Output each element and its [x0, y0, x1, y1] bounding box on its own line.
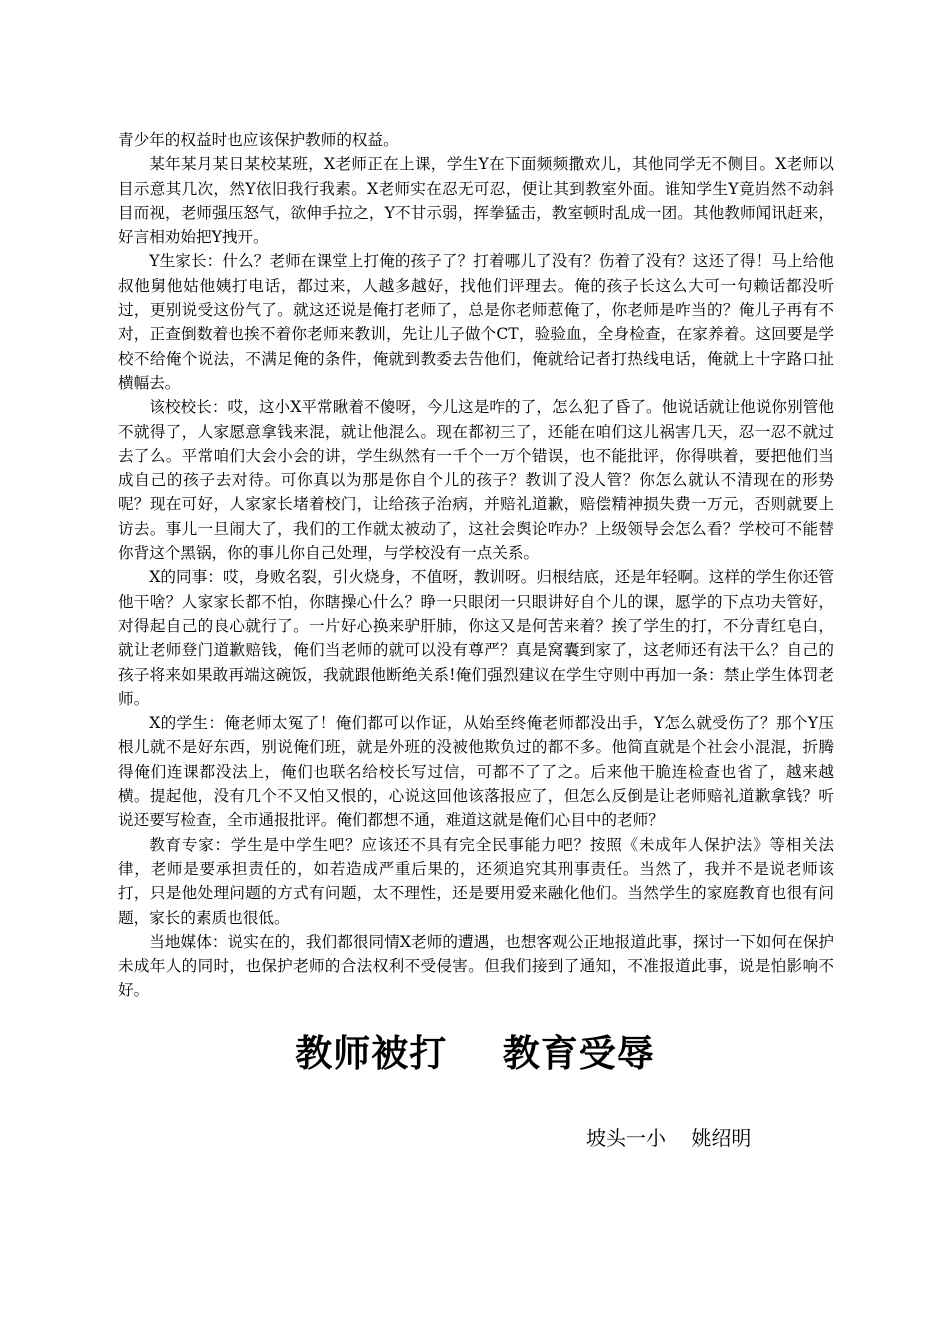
- paragraph-incident: 某年某月某日某校某班，X老师正在上课，学生Y在下面频频撒欢儿，其他同学无不侧目。X老师以目示意其几次，然Y依旧我行我素。X老师实在忍无可忍，便让其到教室外面。谁知学生Y竟岿然不动斜目而视，老师强压怒气，欲伸手拉之，Y不甘示弱，挥拳猛击，教室顿时乱成一团。其他教师闻讯赶来，好言相劝始把Y拽开。: [118, 155, 834, 247]
- paragraph-principal: 该校校长：哎，这小X平常瞅着不傻呀，今儿这是咋的了，怎么犯了昏了。他说话就让他说你别管他不就得了，人家愿意拿钱来混，就让他混么。现在都初三了，还能在咱们这儿祸害几天，忍一忍不就过去了么。平常咱们大会小会的讲，学生纵然有一千个一万个错误，也不能批评，你得哄着，要把他们当成自己的孩子去对待。可你真以为那是你自个儿的孩子？教训了没人管？你怎么就认不清现在的形势呢？现在可好，人家家长堵着校门，让给孩子治病，并赔礼道歉，赔偿精神损失费一万元，否则就要上访去。事儿一旦闹大了，我们的工作就太被动了，这社会舆论咋办？上级领导会怎么看？学校可不能替你背这个黑锅，你的事儿你自己处理，与学校没有一点关系。: [118, 398, 834, 563]
- paragraph-continued: 青少年的权益时也应该保护教师的权益。: [118, 131, 399, 149]
- paragraph-students: X的学生：俺老师太冤了！俺们都可以作证，从始至终俺老师都没出手，Y怎么就受伤了？那个Y压根儿就不是好东西，别说俺们班，就是外班的没被他欺负过的都不多。他简直就是个社会小混混，折腾得俺们连课都没法上，俺们也联名给校长写过信，可都不了了之。后来他干脆连检查也省了，越来越横。提起他，没有几个不又怕又恨的，心说这回他该落报应了，但怎么反倒是让老师赔礼道歉拿钱？听说还要写检查，全市通报批评。俺们都想不通，难道这就是俺们心目中的老师？: [118, 714, 834, 830]
- article-body: [118, 128, 834, 1003]
- paragraph-colleague: X的同事：哎，身败名裂，引火烧身，不值呀，教训呀。归根结底，还是年轻啊。这样的学生你还管他干啥？人家家长都不怕，你瞎操心什么？睁一只眼闭一只眼讲好自个儿的课，愿学的下点功夫管好，对得起自己的良心就行了。一片好心换来驴肝肺，你这又是何苦来着？挨了学生的打，不分青红皂白，就让老师登门道歉赔钱，俺们当老师的就可以没有尊严？真是窝囊到家了，这老师还有法干么？自己的孩子将来如果敢再端这碗饭，我就跟他断绝关系!俺们强烈建议在学生守则中再加一条：禁止学生体罚老师。: [118, 568, 834, 708]
- paragraph-parent: Y生家长：什么？老师在课堂上打俺的孩子了？打着哪儿了没有？伤着了没有？这还了得！马上给他叔他舅他姑他姨打电话，都过来，人越多越好，找他们评理去。俺的孩子长这么大可一句赖话都没听过，更别说受这份气了。就这还说是俺打老师了，总是你老师惹俺了，你老师是咋当的？俺儿子再有不对，正查倒数着也挨不着你老师来教训，先让儿子做个CT，验验血，全身检查，在家养着。这回要是学校不给俺个说法，不满足俺的条件，俺就到教委去告他们，俺就给记者打热线电话，俺就上十字路口扯横幅去。: [118, 252, 834, 392]
- article-title: 教师被打 教育受辱: [295, 1032, 655, 1075]
- author-byline: 坡头一小 姚绍明: [586, 1126, 752, 1150]
- paragraph-expert: 教育专家：学生是中学生吧？应该还不具有完全民事能力吧？按照《未成年人保护法》等相关法律，老师是要承担责任的，如若造成严重后果的，还须追究其刑事责任。当然了，我并不是说老师该打，只是他处理问题的方式有问题，太不理性，还是要用爱来融化他们。当然学生的家庭教育也很有问题，家长的素质也很低。: [118, 835, 834, 927]
- paragraph-media: 当地媒体：说实在的，我们都很同情X老师的遭遇，也想客观公正地报道此事，探讨一下如何在保护未成年人的同时，也保护老师的合法权利不受侵害。但我们接到了通知，不准报道此事，说是怕影响不好。: [118, 932, 834, 1000]
